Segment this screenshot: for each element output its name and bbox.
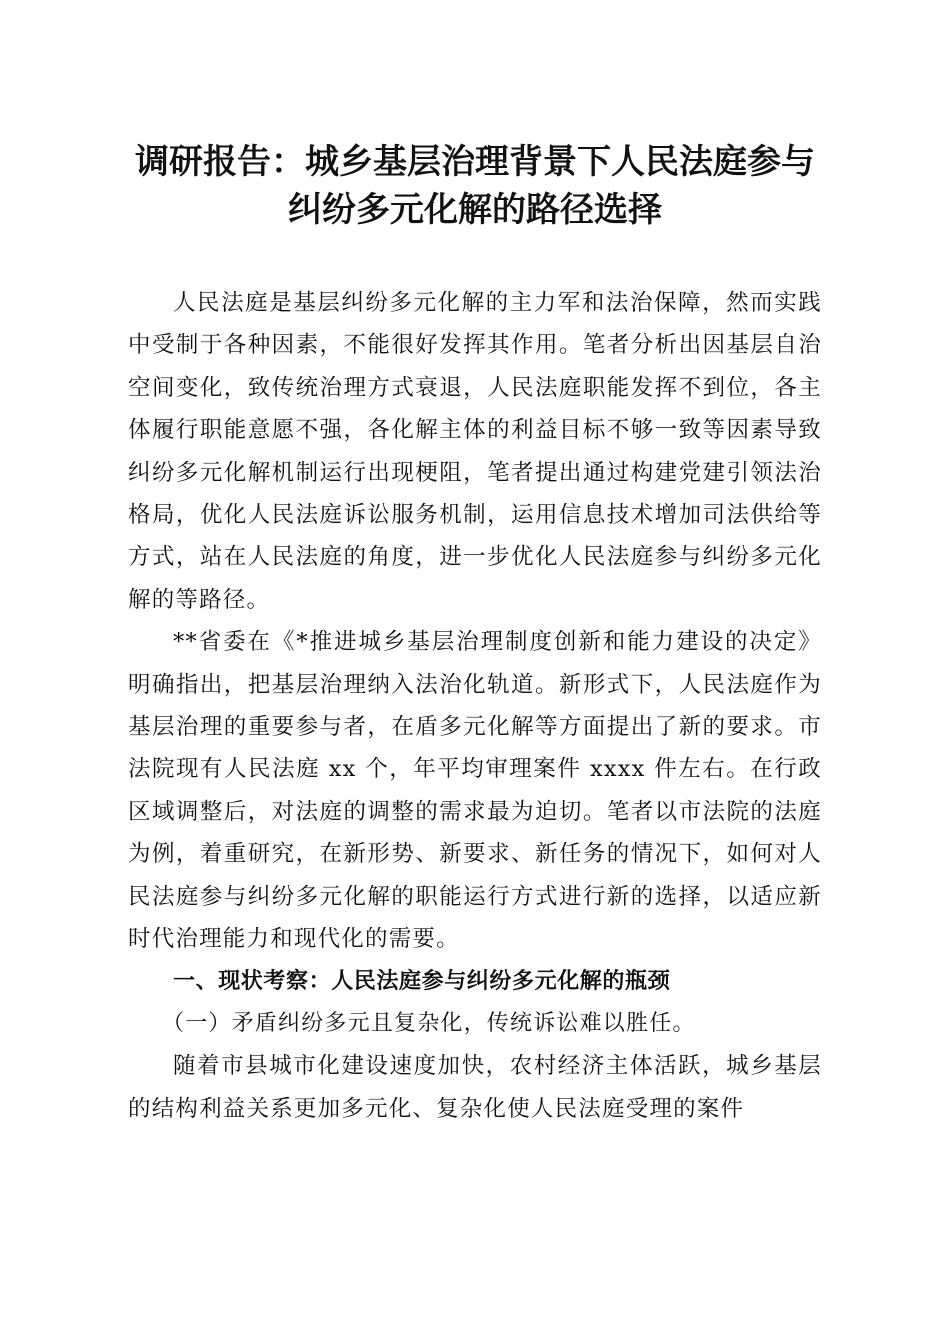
document-body bbox=[128, 282, 822, 1130]
body-paragraph: 随着市县城市化建设速度加快，农村经济主体活跃，城乡基层的结构利益关系更加多元化、复杂化使人民法庭受理的案件 bbox=[128, 1053, 822, 1122]
title-line-1: 调研报告：城乡基层治理背景下人民法庭参与 bbox=[135, 142, 815, 182]
intro-paragraph: **省委在《*推进城乡基层治理制度创新和能力建设的决定》明确指出，把基层治理纳入法治化轨道。新形式下，人民法庭作为基层治理的重要参与者，在盾多元化解等方面提出了新的要求。市法院现有人民法庭 xx 个，年平均审理案件 xxxx 件左右。在行政区域调整后，对法庭的调整的需求最为迫切。笔者以市法院的法庭为例，着重研究，在新形势、新要求、新任务的情况下，如何对人民法庭参与纠纷多元化解的职能运行方式进行新的选择，以适应新时代治理能力和现代化的需要。 bbox=[128, 629, 822, 953]
abstract-paragraph: 人民法庭是基层纠纷多元化解的主力军和法治保障，然而实践中受制于各种因素，不能很好发挥其作用。笔者分析出因基层自治空间变化，致传统治理方式衰退，人民法庭职能发挥不到位，各主体履行职能意愿不强，各化解主体的利益目标不够一致等因素导致纠纷多元化解机制运行出现梗阻，笔者提出通过构建党建引领法治格局，优化人民法庭诉讼服务机制，运用信息技术增加司法供给等方式，站在人民法庭的角度，进一步优化人民法庭参与纠纷多元化解的等路径。 bbox=[128, 290, 822, 613]
document-title bbox=[110, 138, 840, 234]
subsection-heading: （一）矛盾纠纷多元且复杂化，传统诉讼难以胜任。 bbox=[162, 1010, 696, 1036]
title-line-2: 纠纷多元化解的路径选择 bbox=[288, 190, 662, 230]
section-heading: 一、现状考察：人民法庭参与纠纷多元化解的瓶颈 bbox=[173, 968, 671, 994]
